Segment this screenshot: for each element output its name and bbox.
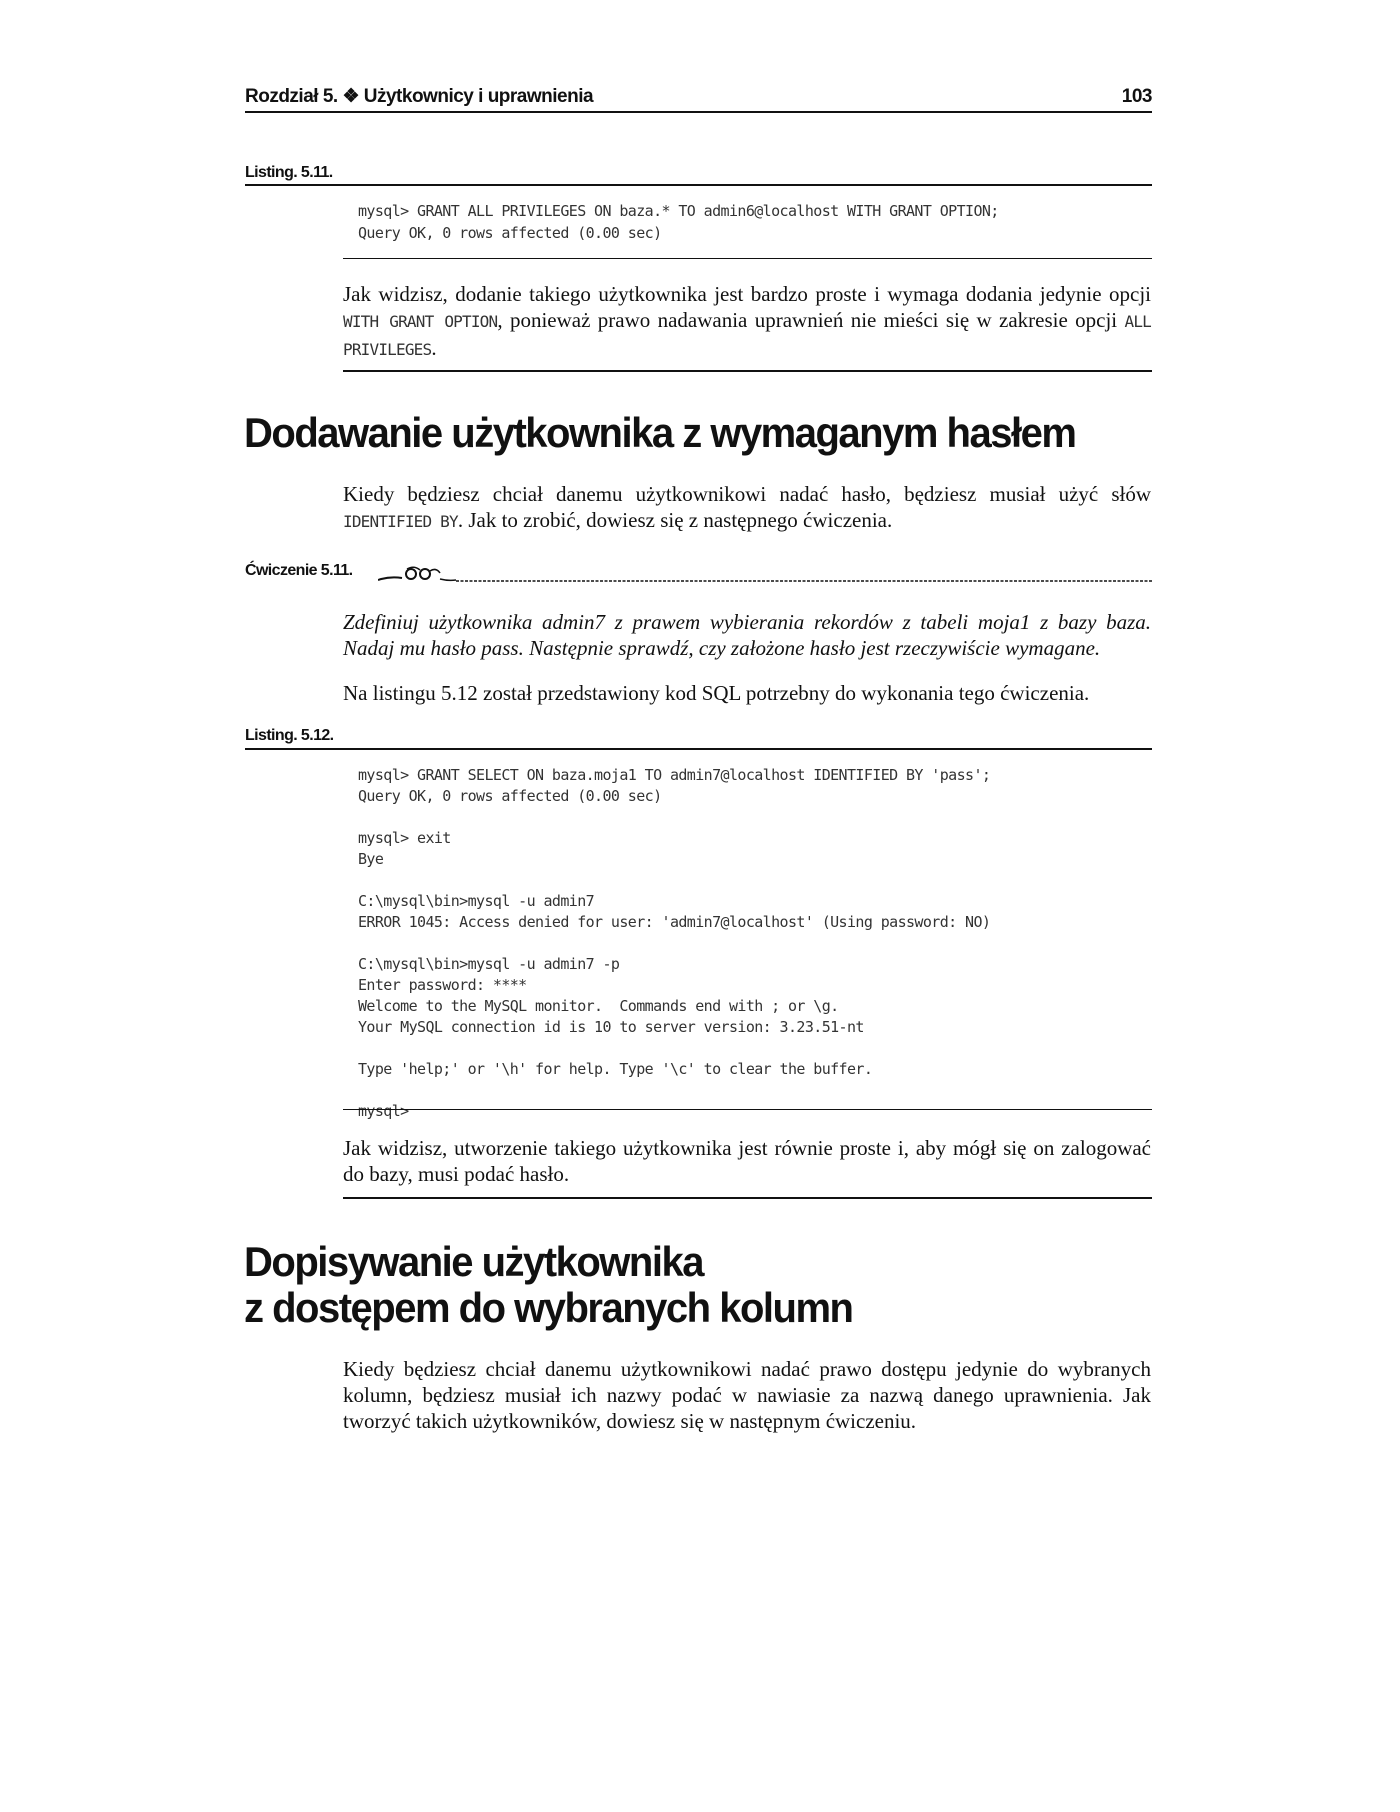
chapter-title: Rozdział 5. ❖ Użytkownicy i uprawnienia: [245, 86, 594, 107]
listing-label: Listing. 5.12.: [245, 727, 334, 744]
listing-top-rule: [245, 748, 1152, 750]
listing-label: Listing. 5.11.: [245, 164, 333, 181]
listing-bottom-rule: [343, 1109, 1152, 1110]
exercise-label: Ćwiczenie 5.11.: [245, 562, 353, 579]
listing-top-rule: [245, 184, 1152, 186]
exercise-task: Zdefiniuj użytkownika admin7 z prawem wybierania rekordów z tabeli moja1 z bazy baza. Nadaj mu hasło pass. Następnie sprawdź, czy założone hasło jest rzeczywiście wymagane.: [343, 610, 1151, 660]
paragraph: Jak widzisz, utworzenie takiego użytkownika jest równie proste i, aby mógł się on zalogować do bazy, musi podać hasło.: [343, 1136, 1151, 1186]
paragraph: Kiedy będziesz chciał danemu użytkownikowi nadać prawo dostępu jedynie do wybranych kolumn, będziesz musiał ich nazwy podać w nawiasie za nazwą danego uprawnienia. Jak tworzyć takich użytkowników, dowiesz się w następnym ćwiczeniu.: [343, 1357, 1151, 1433]
section-heading: Dopisywanie użytkownika z dostępem do wybranych kolumn: [244, 1239, 853, 1332]
page-number: 103: [1121, 86, 1152, 107]
code-listing: mysql> GRANT ALL PRIVILEGES ON baza.* TO admin6@localhost WITH GRANT OPTION; Query OK, 0 rows affected (0.00 sec): [358, 202, 999, 242]
section-heading: Dodawanie użytkownika z wymaganym hasłem: [244, 410, 1076, 457]
code-listing: mysql> GRANT SELECT ON baza.moja1 TO admin7@localhost IDENTIFIED BY 'pass'; Query OK, 0 rows affected (0.00 sec) mysql> exit Bye C:\mysql\bin>mysql -u admin7 ERROR 1045: Access denied for user: 'admin7@localhost' (Using password: NO) C:\mysql\bin>mysql -u admin7 -p Enter password: **** Welcome to the MySQL monitor. Commands end with ; or \g. Your MySQL connection id is 10 to server version: 3.23.51-nt Type 'help;' or '\h' for help. Type '\c' to clear the buffer. mysql>: [358, 766, 991, 1120]
section-divider: [343, 370, 1152, 372]
paragraph: Na listingu 5.12 został przedstawiony kod SQL potrzebny do wykonania tego ćwiczenia.: [343, 681, 1090, 705]
section-divider: [343, 1197, 1152, 1199]
paragraph: Jak widzisz, dodanie takiego użytkownika jest bardzo proste i wymaga dodania jedynie opcji WITH GRANT OPTION, ponieważ prawo nadawania uprawnień nie mieści się w zakresie opcji ALL PRIVILEGES.: [343, 282, 1151, 360]
swirl-ornament-icon: [378, 565, 1152, 583]
running-header: [245, 85, 1152, 113]
paragraph: Kiedy będziesz chciał danemu użytkownikowi nadać hasło, będziesz musiał użyć słów IDENTIFIED BY. Jak to zrobić, dowiesz się z następnego ćwiczenia.: [343, 482, 1151, 532]
listing-bottom-rule: [343, 258, 1152, 259]
